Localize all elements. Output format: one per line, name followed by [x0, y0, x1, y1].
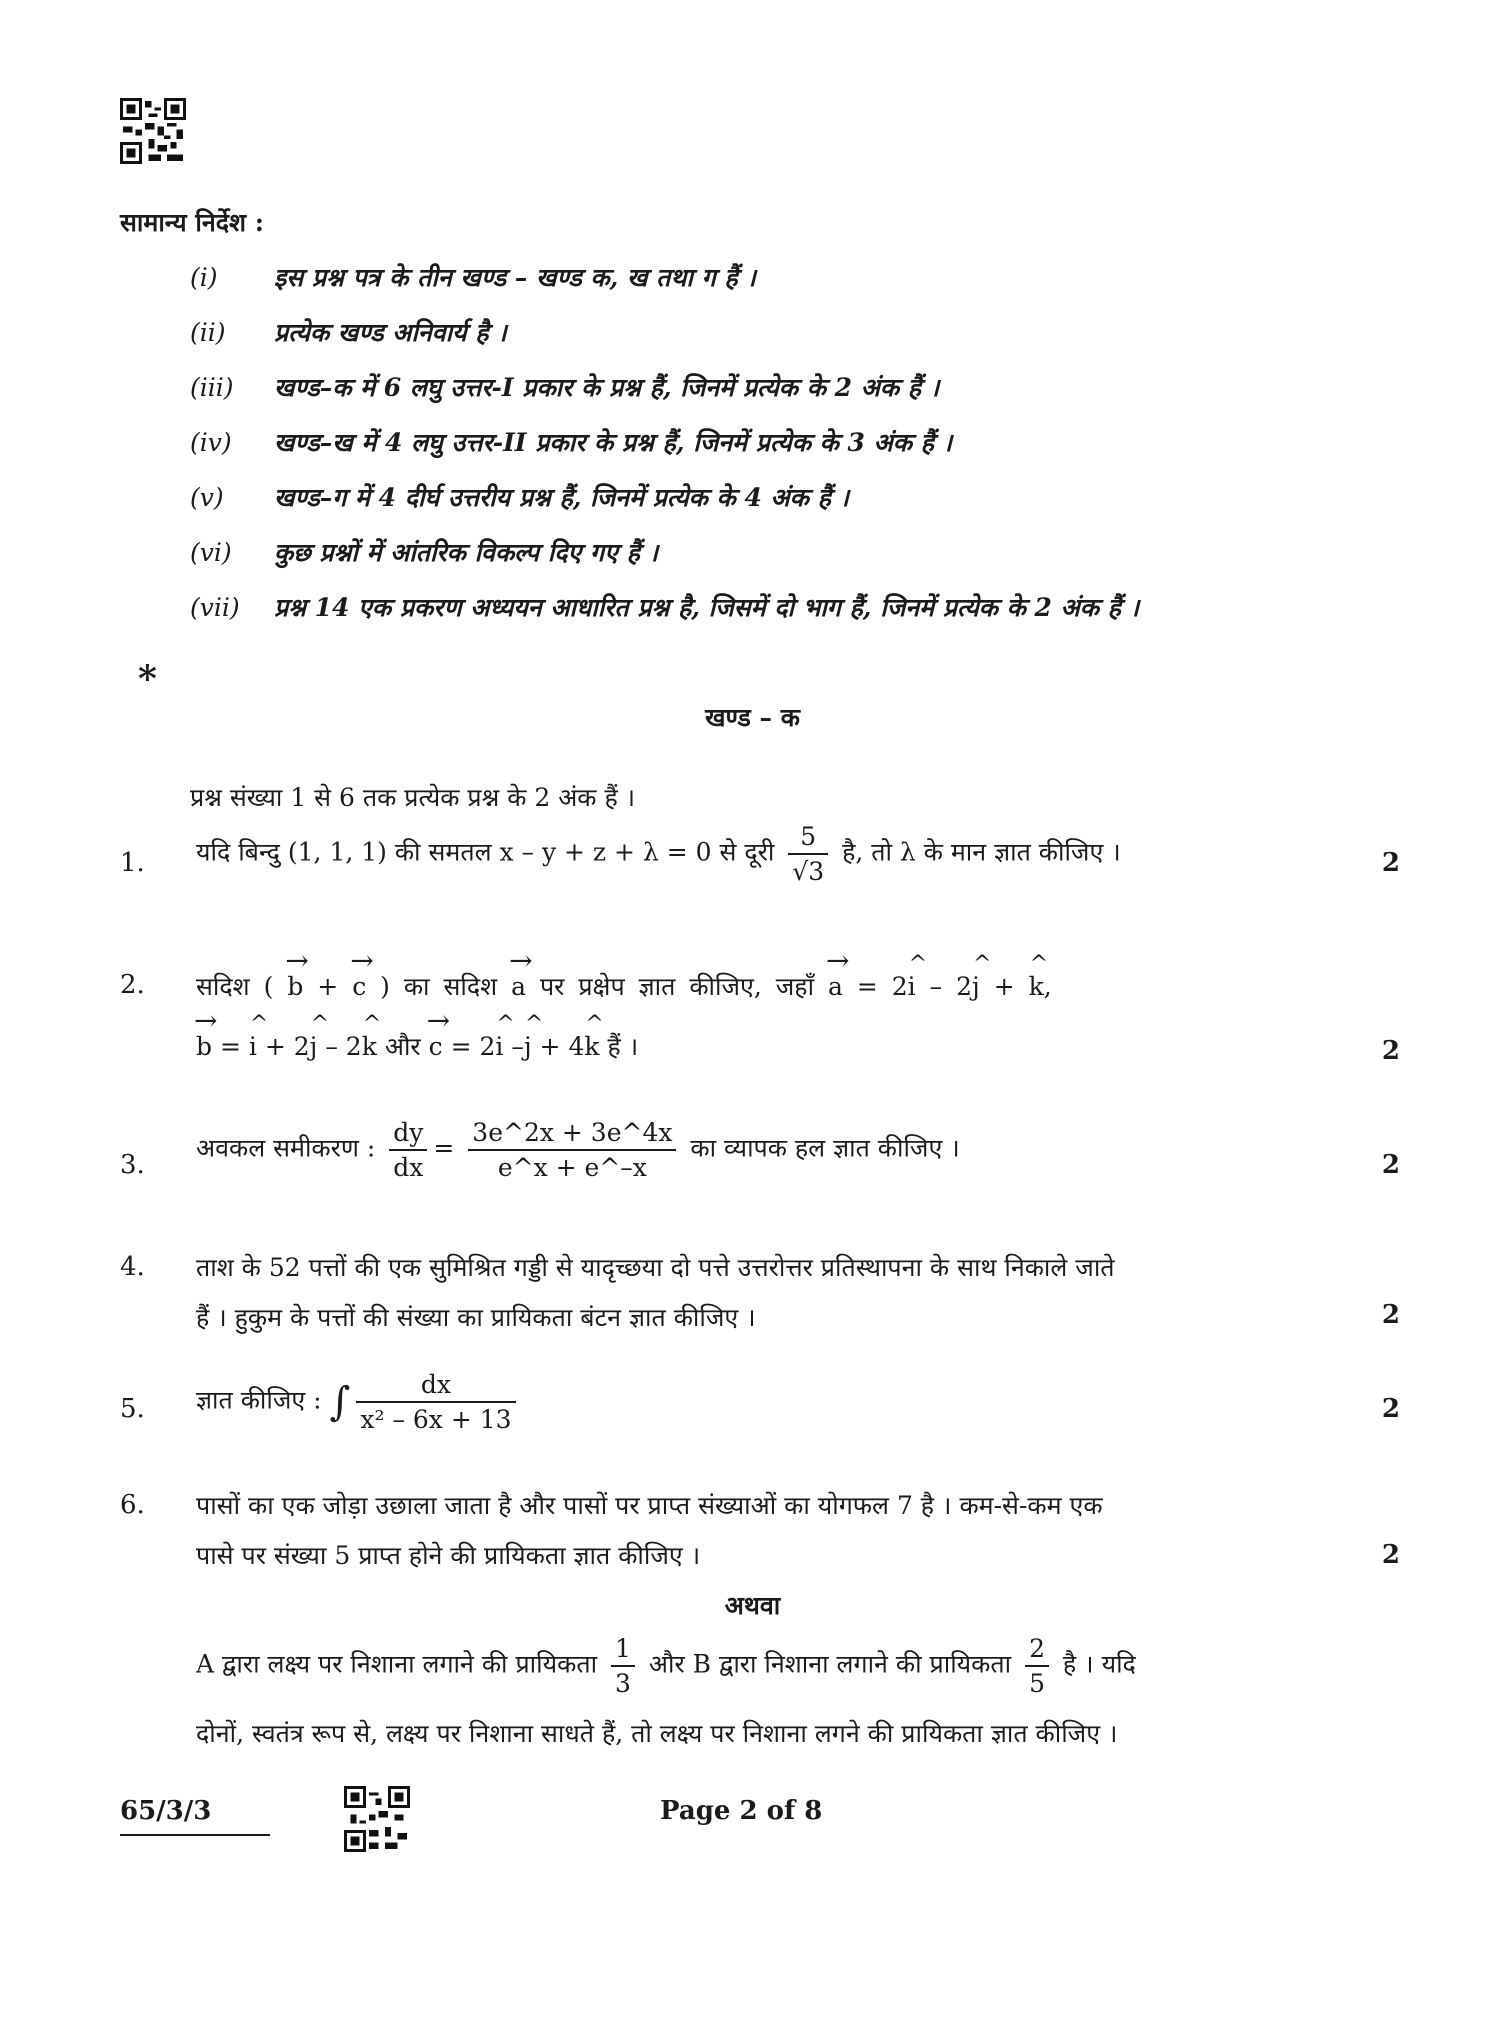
fraction-numerator: 3e^2x + 3e^4x [468, 1118, 676, 1151]
or-label: अथवा [724, 1591, 781, 1620]
instruction-item [190, 370, 939, 404]
question-6-line-2: पासे पर संख्या 5 प्राप्त होने की प्रायिकता ज्ञात कीजिए । [196, 1541, 701, 1570]
question-number: 6. [120, 1490, 145, 1520]
fraction-numerator: dy [389, 1118, 427, 1151]
instruction-item [190, 315, 507, 349]
question-2-line-2 [196, 1026, 638, 1063]
question-2-line-1 [196, 966, 1052, 1003]
fraction-denominator: dx [393, 1153, 424, 1182]
question-number: 3. [120, 1150, 145, 1180]
instruction-text: खण्ड–ग में 4 दीर्घ उत्तरीय प्रश्न हैं, जिनमें प्रत्येक के 4 अंक हैं । [274, 483, 850, 512]
q2-text: = 2 [450, 1032, 496, 1061]
probability-fraction [1025, 1634, 1049, 1698]
unit-j: ^ j [310, 1032, 318, 1061]
question-marks: 2 [1381, 1036, 1400, 1066]
vector-c: → c [429, 1026, 443, 1061]
instruction-number: (iii) [190, 373, 234, 402]
instruction-item [190, 590, 1139, 624]
q2-text: सदिश ( [196, 972, 274, 1001]
instruction-text: खण्ड–क में 6 लघु उत्तर-I प्रकार के प्रश्न हैं, जिनमें प्रत्येक के 2 अंक हैं । [274, 373, 940, 402]
question-marks: 2 [1381, 1540, 1400, 1570]
q2-text: , [1043, 972, 1052, 1001]
question-number: 1. [120, 848, 145, 878]
general-instructions-title: सामान्य निर्देश : [120, 208, 264, 237]
section-note: प्रश्न संख्या 1 से 6 तक प्रत्येक प्रश्न के 2 अंक हैं । [190, 783, 636, 812]
fraction-numerator: 1 [611, 1634, 635, 1667]
instruction-item [190, 260, 756, 294]
q2-text: = [219, 1032, 241, 1061]
paper-code: 65/3/3 [120, 1796, 270, 1836]
instruction-number: (ii) [190, 318, 226, 347]
integral-sign: ∫ [329, 1379, 351, 1425]
fraction-numerator: 5 [788, 822, 828, 855]
or-question-line-2: दोनों, स्वतंत्र रूप से, लक्ष्य पर निशाना साधते हैं, तो लक्ष्य पर निशाना लगने की प्रायिकता ज्ञात कीजिए । [196, 1719, 1118, 1748]
or-text: A द्वारा लक्ष्य पर निशाना लगाने की प्रायिकता [196, 1649, 598, 1679]
q2-text: + [993, 972, 1015, 1001]
fraction-denominator: √3 [792, 857, 825, 886]
question-5-text [196, 1370, 522, 1434]
q2-text: + [317, 972, 339, 1001]
q2-text: हैं । [607, 1032, 639, 1061]
question-number: 4. [120, 1252, 145, 1282]
q3-text: अवकल समीकरण : [196, 1133, 376, 1163]
instruction-number: (v) [190, 483, 224, 512]
instruction-text: प्रश्न 14 एक प्रकरण अध्ययन आधारित प्रश्न है, जिसमें दो भाग हैं, जिनमें प्रत्येक के 2 अंक हैं । [274, 593, 1140, 622]
question-marks: 2 [1381, 1394, 1400, 1424]
q2-text: – 2 [325, 1032, 362, 1061]
fraction-denominator: 3 [615, 1669, 631, 1698]
question-number: 2. [120, 970, 145, 1000]
or-question-line-1 [196, 1634, 1136, 1698]
question-1-text [196, 822, 1121, 886]
integrand-fraction [356, 1370, 515, 1434]
rhs-fraction [468, 1118, 676, 1182]
q3-text: का व्यापक हल ज्ञात कीजिए । [690, 1133, 960, 1163]
probability-fraction [611, 1634, 635, 1698]
question-4-line-1: ताश के 52 पत्तों की एक सुमिश्रित गड्डी से यादृच्छया दो पत्ते उत्तरोत्तर प्रतिस्थापना के साथ निकाले जाते [196, 1253, 1115, 1282]
vector-a: → a [511, 966, 526, 1001]
unit-k: ^ k [1029, 972, 1044, 1001]
derivative-fraction [389, 1118, 427, 1182]
q2-text: – 2 [929, 972, 972, 1001]
question-3-text [196, 1118, 960, 1182]
question-1-post: है, तो λ के मान ज्ञात कीजिए । [842, 837, 1121, 867]
unit-i: ^ i [908, 972, 916, 1001]
instruction-text: कुछ प्रश्नों में आंतरिक विकल्प दिए गए हैं । [274, 538, 659, 567]
vector-a: → a [828, 966, 843, 1001]
q2-text: और [384, 1032, 421, 1061]
section-title: खण्ड – क [705, 703, 800, 732]
q2-text: ) का सदिश [380, 972, 498, 1001]
vector-b: → b [196, 1026, 212, 1061]
fraction-numerator: 2 [1025, 1634, 1049, 1667]
fraction-denominator: 5 [1029, 1669, 1045, 1698]
q2-text: – [511, 1032, 524, 1061]
instruction-text: इस प्रश्न पत्र के तीन खण्ड – खण्ड क, ख तथा ग हैं । [274, 263, 756, 292]
unit-k: ^ k [362, 1032, 377, 1061]
distance-fraction [788, 822, 828, 886]
star-mark: * [138, 658, 157, 700]
qr-code-icon [120, 98, 186, 164]
question-marks: 2 [1381, 1150, 1400, 1180]
fraction-numerator: dx [356, 1370, 515, 1403]
or-text: है । यदि [1062, 1649, 1136, 1679]
unit-k: ^ k [584, 1032, 599, 1061]
unit-i: ^ i [495, 1032, 503, 1061]
instruction-text: प्रत्येक खण्ड अनिवार्य है । [274, 318, 507, 347]
unit-j: ^ j [524, 1032, 532, 1061]
q5-text: ज्ञात कीजिए : [196, 1385, 322, 1415]
q2-text: पर प्रक्षेप ज्ञात कीजिए, जहाँ [539, 972, 815, 1001]
question-marks: 2 [1381, 848, 1400, 878]
instruction-number: (vii) [190, 593, 240, 622]
instruction-item [190, 425, 952, 459]
instruction-number: (iv) [190, 428, 232, 457]
question-1-pre: यदि बिन्दु (1, 1, 1) की समतल x – y + z + λ = 0 से दूरी [196, 837, 775, 867]
q2-text: + 4 [539, 1032, 585, 1061]
unit-i: ^ i [249, 1032, 257, 1061]
question-4-line-2: हैं । हुकुम के पत्तों की संख्या का प्रायिकता बंटन ज्ञात कीजिए । [196, 1303, 756, 1332]
equals-sign: = [433, 1133, 455, 1163]
instruction-number: (vi) [190, 538, 232, 567]
qr-code-icon [344, 1786, 410, 1852]
fraction-denominator: e^x + e^–x [497, 1153, 647, 1182]
unit-j: ^ j [972, 972, 980, 1001]
question-6-line-1: पासों का एक जोड़ा उछाला जाता है और पासों पर प्राप्त संख्याओं का योगफल 7 है । कम-से-कम एक [196, 1491, 1103, 1520]
q2-text: = 2 [856, 972, 908, 1001]
q2-text: + 2 [264, 1032, 310, 1061]
question-marks: 2 [1381, 1300, 1400, 1330]
instruction-text: खण्ड–ख में 4 लघु उत्तर-II प्रकार के प्रश्न हैं, जिनमें प्रत्येक के 3 अंक हैं । [274, 428, 953, 457]
question-number: 5. [120, 1394, 145, 1424]
instruction-number: (i) [190, 263, 218, 292]
instruction-item [190, 535, 658, 569]
page-number: Page 2 of 8 [660, 1796, 823, 1826]
fraction-denominator: x² – 6x + 13 [360, 1405, 512, 1434]
vector-b: → b [287, 966, 303, 1001]
instruction-item [190, 480, 849, 514]
vector-c: → c [352, 966, 366, 1001]
or-text: और B द्वारा निशाना लगाने की प्रायिकता [648, 1649, 1012, 1679]
